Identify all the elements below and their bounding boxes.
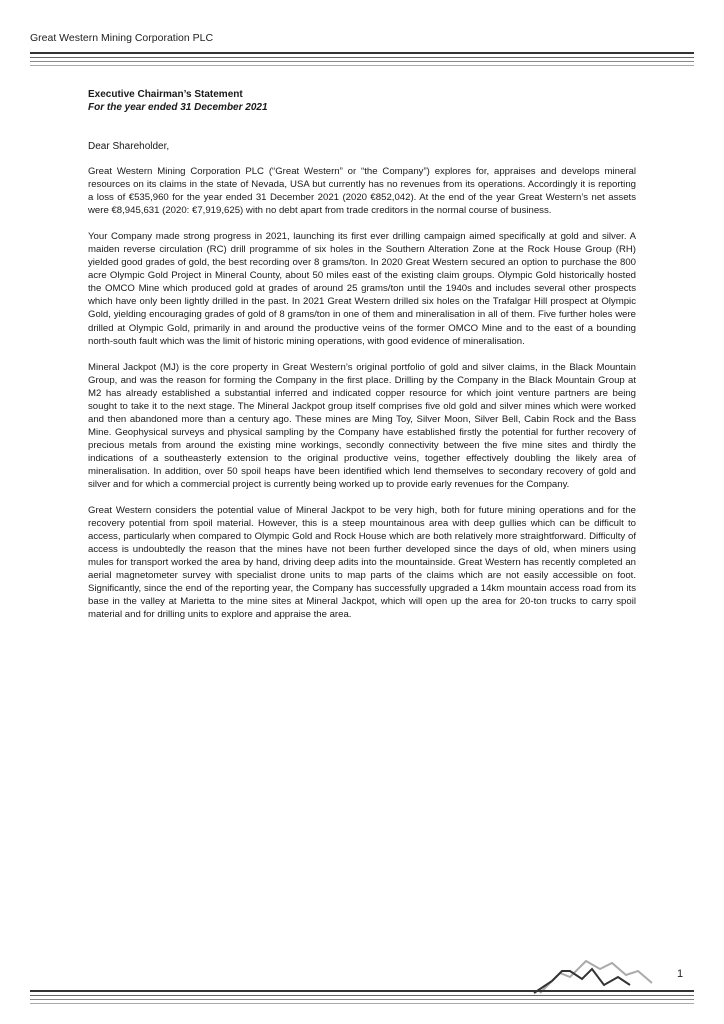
header-rule	[30, 61, 694, 62]
page-number: 1	[677, 968, 684, 980]
paragraph: Great Western Mining Corporation PLC (“Great Western” or “the Company”) explores for, appraises and develops mineral resources on its claims in the state of Nevada, USA but currently has no revenues from its operations. Accordingly it is reporting a loss of €535,960 for the year ended 31 December 2021 (2020 €852,042). At the end of the year Great Western’s net assets were €8,945,631 (2020: €7,919,625) with no debt apart from trade creditors in the normal course of business.	[88, 166, 636, 217]
paragraph: Your Company made strong progress in 2021, launching its first ever drilling campaign aimed specifically at gold and silver. A maiden reverse circulation (RC) drill programme of six holes in the Southern Alteration Zone at the Rock House Group (RH) yielded good grades of gold, the best recording over 8 grams/ton. In 2020 Great Western secured an option to purchase the 800 acre Olympic Gold Project in Mineral County, about 50 miles east of the existing claim groups. Olympic Gold historically hosted the OMCO Mine which produced gold at grades of around 25 grams/ton until the 1940s and includes several other prospects which have only been lightly drilled in the past. In 2021 Great Western drilled six holes on the Trafalgar Hill prospect at Olympic Gold, yielding encouraging grades of gold of 8 grams/ton in one of them and mineralisation in all of them. Five further holes were drilled at Olympic Gold, primarily in and around the productive veins of the former OMCO Mine and to the east of a bounding north-south fault which was the limit of historic mining operations, with good evidence of mineralisation.	[88, 231, 636, 347]
footer-rule	[30, 1003, 694, 1004]
statement-title: Executive Chairman’s Statement	[88, 89, 243, 100]
statement-period: For the year ended 31 December 2021	[88, 102, 268, 113]
footer-rule	[30, 995, 694, 996]
paragraph: Great Western considers the potential value of Mineral Jackpot to be very high, both for future mining operations and for the recovery potential from spoil material. However, this is a steep mountainous area with deep gullies which can be difficult to access, particularly when compared to Olympic Gold and Rock House which are both relatively more straightforward. Difficulty of access is undoubtedly the reason that the mines have not been further developed since the days of old, when miners using mules for transport worked the area by hand, driving deep adits into the mountainside. Great Western has recently completed an aerial magnetometer survey with specialist drone units to map parts of the claims which are not easily accessible on foot. Significantly, since the end of the reporting year, the Company has successfully upgraded a 14km mountain access road from its base in the valley at Marietta to the mine sites at Mineral Jackpot, which will open up the area for 20-ton trucks to carry spoil material and for drilling units to explore and appraise the area.	[88, 505, 636, 621]
paragraph: Mineral Jackpot (MJ) is the core property in Great Western’s original portfolio of gold and silver claims, in the Black Mountain Group, and was the reason for forming the Company in the first place. Drilling by the Company in the Black Mountain Group at M2 has already established a substantial inferred and indicated copper resource for which joint venture partners are being sought to take it to the next stage. The Mineral Jackpot group itself comprises five old gold and silver mines which were worked and then abandoned more than a century ago. These mines are Ming Toy, Silver Moon, Silver Bell, Cabin Rock and the Bass Mine. Geophysical surveys and physical sampling by the Company have established firstly the potential for further recovery of precious metals from around the existing mine workings, secondly connectivity between the five mine sites and thirdly the indications of a southeasterly extension to the original productive veins, together effectively doubling the likely area of mineralisation. In addition, over 50 spoil heaps have been identified which lend themselves to secondary recovery of gold and silver and for which a commercial project is currently being worked up to provide early revenues for the Company.	[88, 361, 636, 491]
mountain-range-icon	[530, 955, 670, 995]
footer-rule	[30, 999, 694, 1000]
header-rule	[30, 52, 694, 54]
footer-rule	[30, 990, 694, 992]
statement-body	[88, 88, 636, 635]
document-header-company: Great Western Mining Corporation PLC	[30, 32, 214, 44]
salutation: Dear Shareholder,	[88, 141, 170, 152]
header-rule	[30, 65, 694, 66]
header-rule	[30, 57, 694, 58]
